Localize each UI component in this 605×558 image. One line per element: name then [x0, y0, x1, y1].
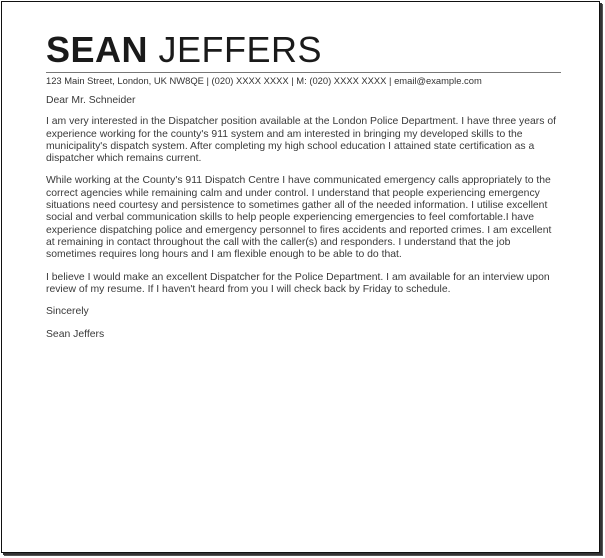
paragraph-intro: I am very interested in the Dispatcher position available at the London Police Department. I have three years of experience working for the county's 911 system and am interested in bringing my developed skills to the municipality's dispatch system. After completing my high school education I attained state certification as a dispatcher which remains current. [46, 116, 557, 165]
last-name: JEFFERS [158, 29, 323, 70]
salutation: Dear Mr. Schneider [46, 95, 136, 106]
contact-line: 123 Main Street, London, UK NW8QE | (020) XXXX XXXX | M: (020) XXXX XXXX | email@example.com [46, 72, 561, 87]
closing: Sincerely [46, 306, 89, 318]
page-frame [1, 1, 600, 553]
first-name: SEAN [46, 29, 149, 70]
paragraph-closing: I believe I would make an excellent Dispatcher for the Police Department. I am available for an interview upon review of my resume. If I haven't heard from you I will check back by Friday to schedule. [46, 271, 550, 295]
letter-body [46, 95, 561, 342]
signature: Sean Jeffers [46, 329, 105, 341]
applicant-name [46, 30, 561, 70]
paragraph-experience: While working at the County's 911 Dispatch Centre I have communicated emergency calls appropriately to the correct agencies while remaining calm and under control. I understand that people experiencing emergency situations need courtesy and persistence to sometimes gather all of the needed information. I utilise excellent social and verbal communication skills to help people experiencing emergencies to feel comfortable.I have experience dispatching police and emergency personnel to fires accidents and reported crimes. I am excellent at remaining in contact throughout the call with the caller(s) and responders. I understand that the job sometimes requires long hours and I am flexible enough to be able to do that. [46, 175, 552, 261]
cover-letter [46, 30, 561, 352]
